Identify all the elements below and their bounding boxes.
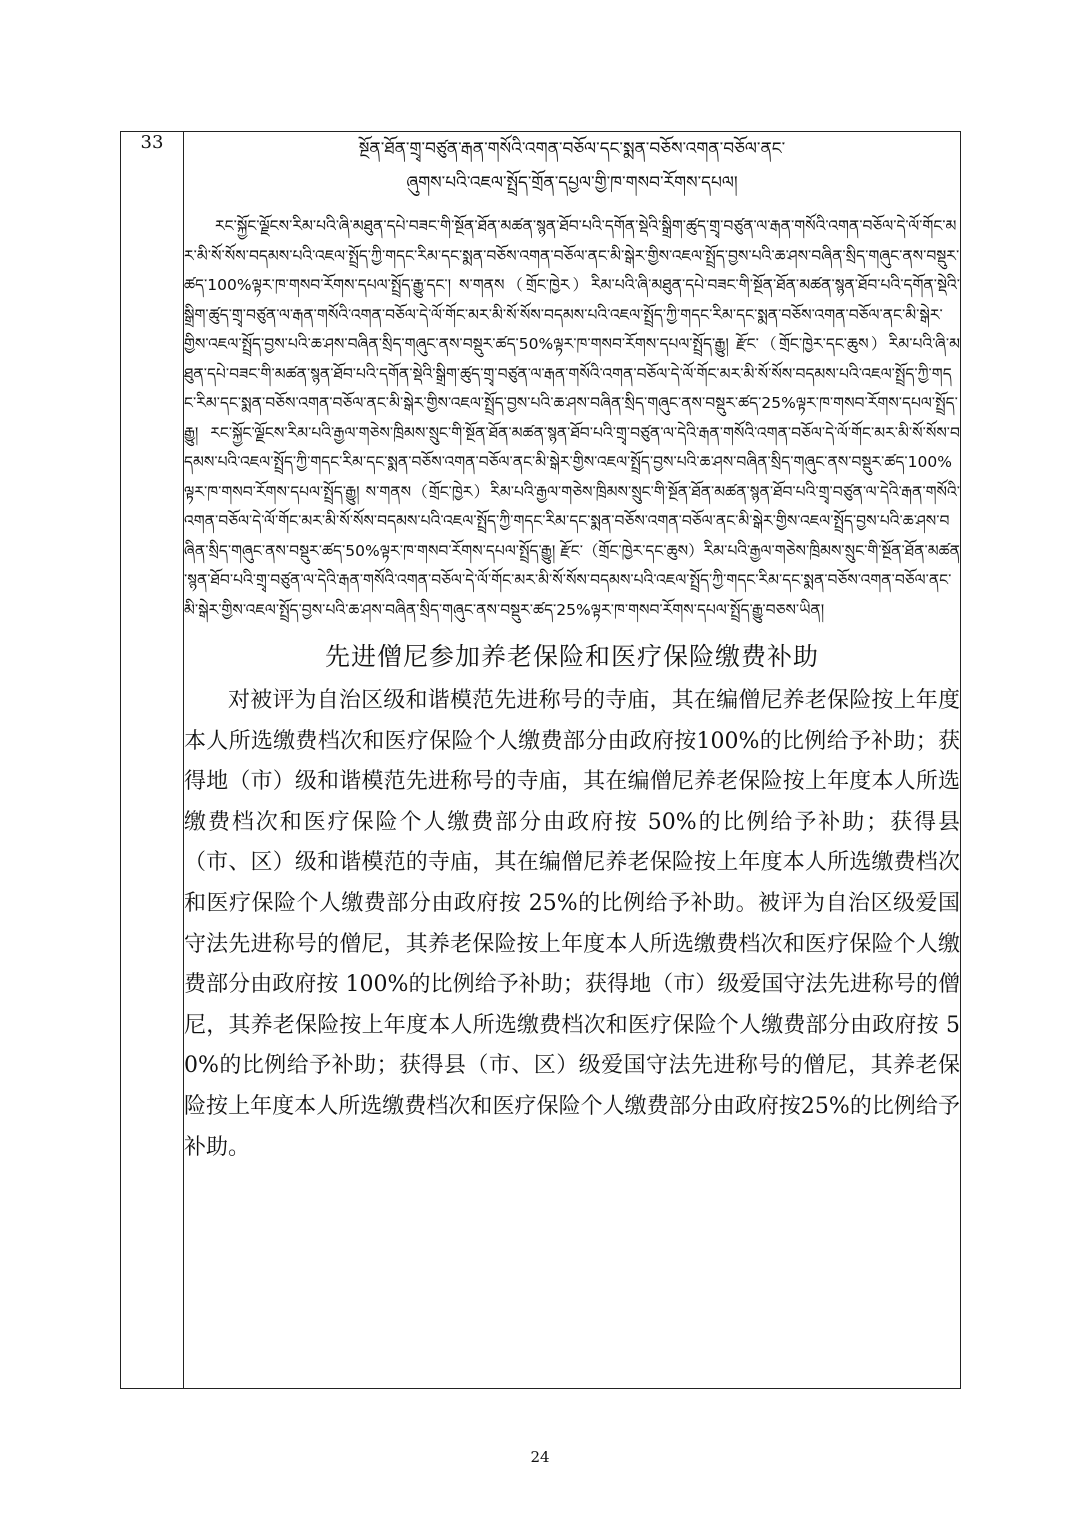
- tibetan-title-line: ཞུགས་པའི་འཇལ་སྤྲོད་གྲོན་དཔྱལ་གྱི་ཁ་གསབ་རོགས་དཔལ།: [406, 173, 738, 193]
- policy-table: [120, 131, 961, 1389]
- row-content: [184, 132, 961, 1389]
- tibetan-paragraph: རང་སྐྱོང་ལྗོངས་རིམ་པའི་ཞི་མཐུན་དཔེ་བཟང་གི་སྔོན་ཐོན་མཚན་སྙན་ཐོབ་པའི་དགོན་སྡེའི་སྒྲིག་ཚུད་གྲྭ་བཙུན་ལ་རྒན་གསོའི་འགན་བཅོལ་དེ་ལོ་གོང་མར་མི་སོ་སོས་བདམས་པའི་འཇལ་སྤྲོད་ཀྱི་གདང་རིམ་དང་སྨན་བཅོས་འགན་བཅོལ་ནང་མི་སྒེར་གྱིས་འཇལ་སྤྲོད་བྱས་པའི་ཆ་ཤས་བཞིན་སྲིད་གཞུང་ནས་བསྡུར་ཚད་100%ལྟར་ཁ་གསབ་རོགས་དཔལ་སྤྲོད་རྒྱུ་དང་། ས་གནས（གྲོང་ཁྱེར）རིམ་པའི་ཞི་མཐུན་དཔེ་བཟང་གི་སྔོན་ཐོན་མཚན་སྙན་ཐོབ་པའི་དགོན་སྡེའི་སྒྲིག་ཚུད་གྲྭ་བཙུན་ལ་རྒན་གསོའི་འགན་བཅོལ་དེ་ལོ་གོང་མར་མི་སོ་སོས་བདམས་པའི་འཇལ་སྤྲོད་ཀྱི་གདང་རིམ་དང་སྨན་བཅོས་འགན་བཅོལ་ནང་མི་སྒེར་གྱིས་འཇལ་སྤྲོད་བྱས་པའི་ཆ་ཤས་བཞིན་སྲིད་གཞུང་ནས་བསྡུར་ཚད་50%ལྟར་ཁ་གསབ་རོགས་དཔལ་སྤྲོད་རྒྱུ། རྫོང་（གྲོང་ཁྱེར་དང་ཆུས）རིམ་པའི་ཞི་མཐུན་དཔེ་བཟང་གི་མཚན་སྙན་ཐོབ་པའི་དགོན་སྡེའི་སྒྲིག་ཚུད་གྲྭ་བཙུན་ལ་རྒན་གསོའི་འགན་བཅོལ་དེ་ལོ་གོང་མར་མི་སོ་སོས་བདམས་པའི་འཇལ་སྤྲོད་ཀྱི་གདང་རིམ་དང་སྨན་བཅོས་འགན་བཅོལ་ནང་མི་སྒེར་གྱིས་འཇལ་སྤྲོད་བྱས་པའི་ཆ་ཤས་བཞིན་སྲིད་གཞུང་ནས་བསྡུར་ཚད་25%ལྟར་ཁ་གསབ་རོགས་དཔལ་སྤྲོད་རྒྱུ། རང་སྐྱོང་ལྗོངས་རིམ་པའི་རྒྱལ་གཅེས་ཁྲིམས་སྲུང་གི་སྔོན་ཐོན་མཚན་སྙན་ཐོབ་པའི་གྲྭ་བཙུན་ལ་དེའི་རྒན་གསོའི་འགན་བཅོལ་དེ་ལོ་གོང་མར་མི་སོ་སོས་བདམས་པའི་འཇལ་སྤྲོད་ཀྱི་གདང་རིམ་དང་སྨན་བཅོས་འགན་བཅོལ་ནང་མི་སྒེར་གྱིས་འཇལ་སྤྲོད་བྱས་པའི་ཆ་ཤས་བཞིན་སྲིད་གཞུང་ནས་བསྡུར་ཚད་100%ལྟར་ཁ་གསབ་རོགས་དཔལ་སྤྲོད་རྒྱུ། ས་གནས（གྲོང་ཁྱེར）རིམ་པའི་རྒྱལ་གཅེས་ཁྲིམས་སྲུང་གི་སྔོན་ཐོན་མཚན་སྙན་ཐོབ་པའི་གྲྭ་བཙུན་ལ་དེའི་རྒན་གསོའི་འགན་བཅོལ་དེ་ལོ་གོང་མར་མི་སོ་སོས་བདམས་པའི་འཇལ་སྤྲོད་ཀྱི་གདང་རིམ་དང་སྨན་བཅོས་འགན་བཅོལ་ནང་མི་སྒེར་གྱིས་འཇལ་སྤྲོད་བྱས་པའི་ཆ་ཤས་བཞིན་སྲིད་གཞུང་ནས་བསྡུར་ཚད་50%ལྟར་ཁ་གསབ་རོགས་དཔལ་སྤྲོད་རྒྱུ། རྫོང་（གྲོང་ཁྱེར་དང་ཆུས）རིམ་པའི་རྒྱལ་གཅེས་ཁྲིམས་སྲུང་གི་སྔོན་ཐོན་མཚན་སྙན་ཐོབ་པའི་གྲྭ་བཙུན་ལ་དེའི་རྒན་གསོའི་འགན་བཅོལ་དེ་ལོ་གོང་མར་མི་སོ་སོས་བདམས་པའི་འཇལ་སྤྲོད་ཀྱི་གདང་རིམ་དང་སྨན་བཅོས་འགན་བཅོལ་ནང་མི་སྒེར་གྱིས་འཇལ་སྤྲོད་བྱས་པའི་ཆ་ཤས་བཞིན་སྲིད་གཞུང་ནས་བསྡུར་ཚད་25%ལྟར་ཁ་གསབ་རོགས་དཔལ་སྤྲོད་རྒྱུ་བཅས་ཡིན།: [184, 217, 960, 619]
- tibetan-title: [184, 132, 960, 200]
- tibetan-title-line: སྔོན་ཐོན་གྲྭ་བཙུན་རྒན་གསོའི་འགན་བཅོལ་དང་སྨན་བཅོས་འགན་བཅོལ་ནང་: [358, 139, 786, 159]
- row-number: 33: [121, 132, 184, 1389]
- table-row: [121, 132, 961, 1389]
- chinese-paragraph: 对被评为自治区级和谐模范先进称号的寺庙，其在编僧尼养老保险按上年度本人所选缴费档次和医疗保险个人缴费部分由政府按100%的比例给予补助；获得地（市）级和谐模范先进称号的寺庙，其在编僧尼养老保险按上年度本人所选缴费档次和医疗保险个人缴费部分由政府按 50%的比例给予补助；获得县（市、区）级和谐模范的寺庙，其在编僧尼养老保险按上年度本人所选缴费档次和医疗保险个人缴费部分由政府按 25%的比例给予补助。被评为自治区级爱国守法先进称号的僧尼，其养老保险按上年度本人所选缴费档次和医疗保险个人缴费部分由政府按 100%的比例给予补助；获得地（市）级爱国守法先进称号的僧尼，其养老保险按上年度本人所选缴费档次和医疗保险个人缴费部分由政府按 50%的比例给予补助；获得县（市、区）级爱国守法先进称号的僧尼，其养老保险按上年度本人所选缴费档次和医疗保险个人缴费部分由政府按25%的比例给予补助。: [184, 688, 960, 1160]
- chinese-title: 先进僧尼参加养老保险和医疗保险缴费补助: [324, 642, 819, 671]
- page-number: 24: [530, 1448, 550, 1466]
